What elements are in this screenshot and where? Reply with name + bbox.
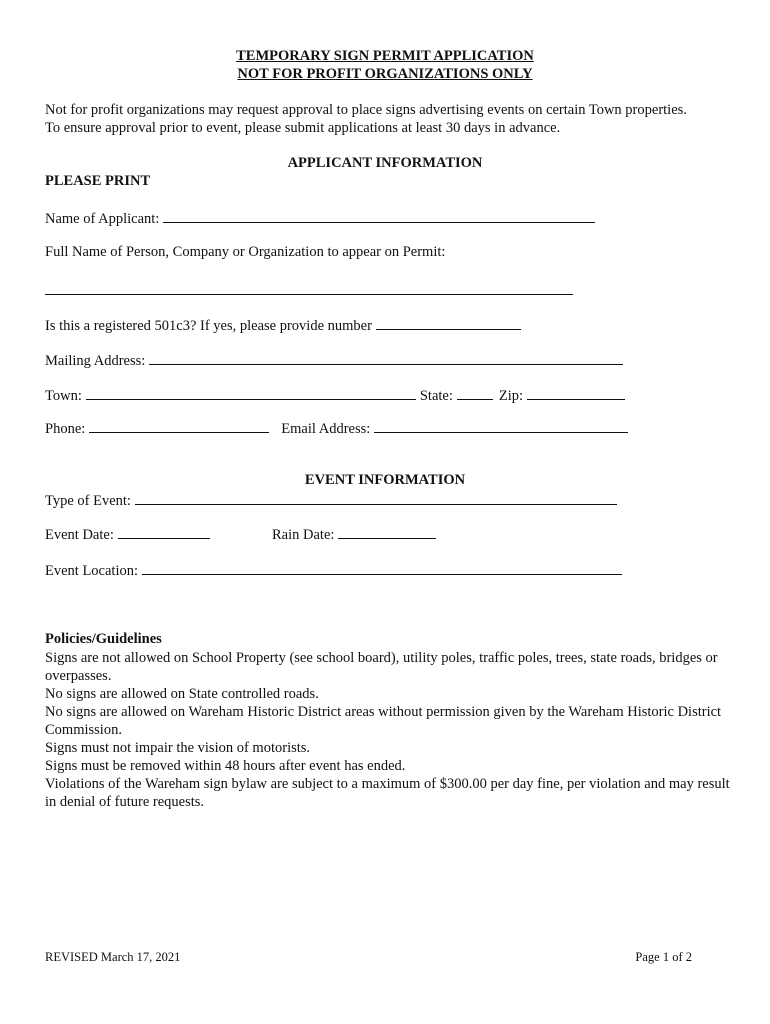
event-location-field[interactable]: [142, 560, 622, 575]
form-title: TEMPORARY SIGN PERMIT APPLICATION: [236, 48, 534, 64]
event-date-row: [45, 524, 210, 544]
zip-field[interactable]: [527, 385, 625, 400]
phone-label: Phone:: [45, 421, 86, 437]
email-label: Email Address:: [281, 421, 371, 437]
registered-501c3-row: [45, 315, 521, 335]
event-location-row: [45, 560, 622, 580]
policies-heading: Policies/Guidelines: [45, 631, 162, 647]
state-label: State:: [419, 388, 453, 404]
permit-name-label: Full Name of Person, Company or Organization to appear on Permit:: [45, 244, 446, 260]
policy-item: No signs are allowed on State controlled roads.: [45, 686, 319, 702]
registered-501c3-number-field[interactable]: [376, 315, 521, 330]
event-section-heading: EVENT INFORMATION: [304, 472, 466, 488]
intro-line-1: Not for profit organizations may request approval to place signs advertising events on certain Town properties.: [45, 102, 687, 118]
rain-date-row: [272, 524, 436, 544]
applicant-name-label: Name of Applicant:: [45, 211, 160, 227]
event-type-row: [45, 490, 617, 510]
event-date-field[interactable]: [118, 524, 210, 539]
intro-line-2: To ensure approval prior to event, please submit applications at least 30 days in advance.: [45, 120, 561, 136]
mailing-address-label: Mailing Address:: [45, 353, 146, 369]
policy-item: Signs must be removed within 48 hours after event has ended.: [45, 758, 406, 774]
registered-501c3-label: Is this a registered 501c3? If yes, please provide number: [45, 318, 372, 334]
rain-date-label: Rain Date:: [272, 527, 335, 543]
town-label: Town:: [45, 388, 82, 404]
policy-item: Signs are not allowed on School Property (see school board), utility poles, traffic poles, trees, state roads, bridges or overpasses.: [45, 650, 718, 684]
town-state-zip-row: [45, 385, 625, 405]
phone-field[interactable]: [89, 418, 269, 433]
event-type-label: Type of Event:: [45, 493, 131, 509]
policy-item: Signs must not impair the vision of motorists.: [45, 740, 311, 756]
policy-item: Violations of the Wareham sign bylaw are subject to a maximum of $300.00 per day fine, per violation and may result in denial of future requests.: [45, 776, 730, 810]
applicant-section-heading: APPLICANT INFORMATION: [287, 155, 483, 171]
permit-name-field[interactable]: [45, 280, 573, 295]
form-subtitle: NOT FOR PROFIT ORGANIZATIONS ONLY: [237, 66, 533, 82]
page-number: Page 1 of 2: [635, 950, 692, 964]
event-date-label: Event Date:: [45, 527, 114, 543]
applicant-name-field[interactable]: [163, 208, 595, 223]
phone-email-row: [45, 418, 628, 438]
event-type-field[interactable]: [135, 490, 617, 505]
mailing-address-row: [45, 350, 623, 370]
revised-date: REVISED March 17, 2021: [45, 950, 181, 964]
rain-date-field[interactable]: [338, 524, 436, 539]
email-field[interactable]: [374, 418, 628, 433]
town-field[interactable]: [86, 385, 416, 400]
state-field[interactable]: [457, 385, 493, 400]
applicant-name-row: [45, 208, 595, 228]
please-print-label: PLEASE PRINT: [45, 173, 151, 189]
zip-label: Zip:: [498, 388, 524, 404]
event-location-label: Event Location:: [45, 563, 139, 579]
mailing-address-field[interactable]: [149, 350, 623, 365]
policy-item: No signs are allowed on Wareham Historic District areas without permission given by the Wareham Historic District Commission.: [45, 704, 722, 738]
